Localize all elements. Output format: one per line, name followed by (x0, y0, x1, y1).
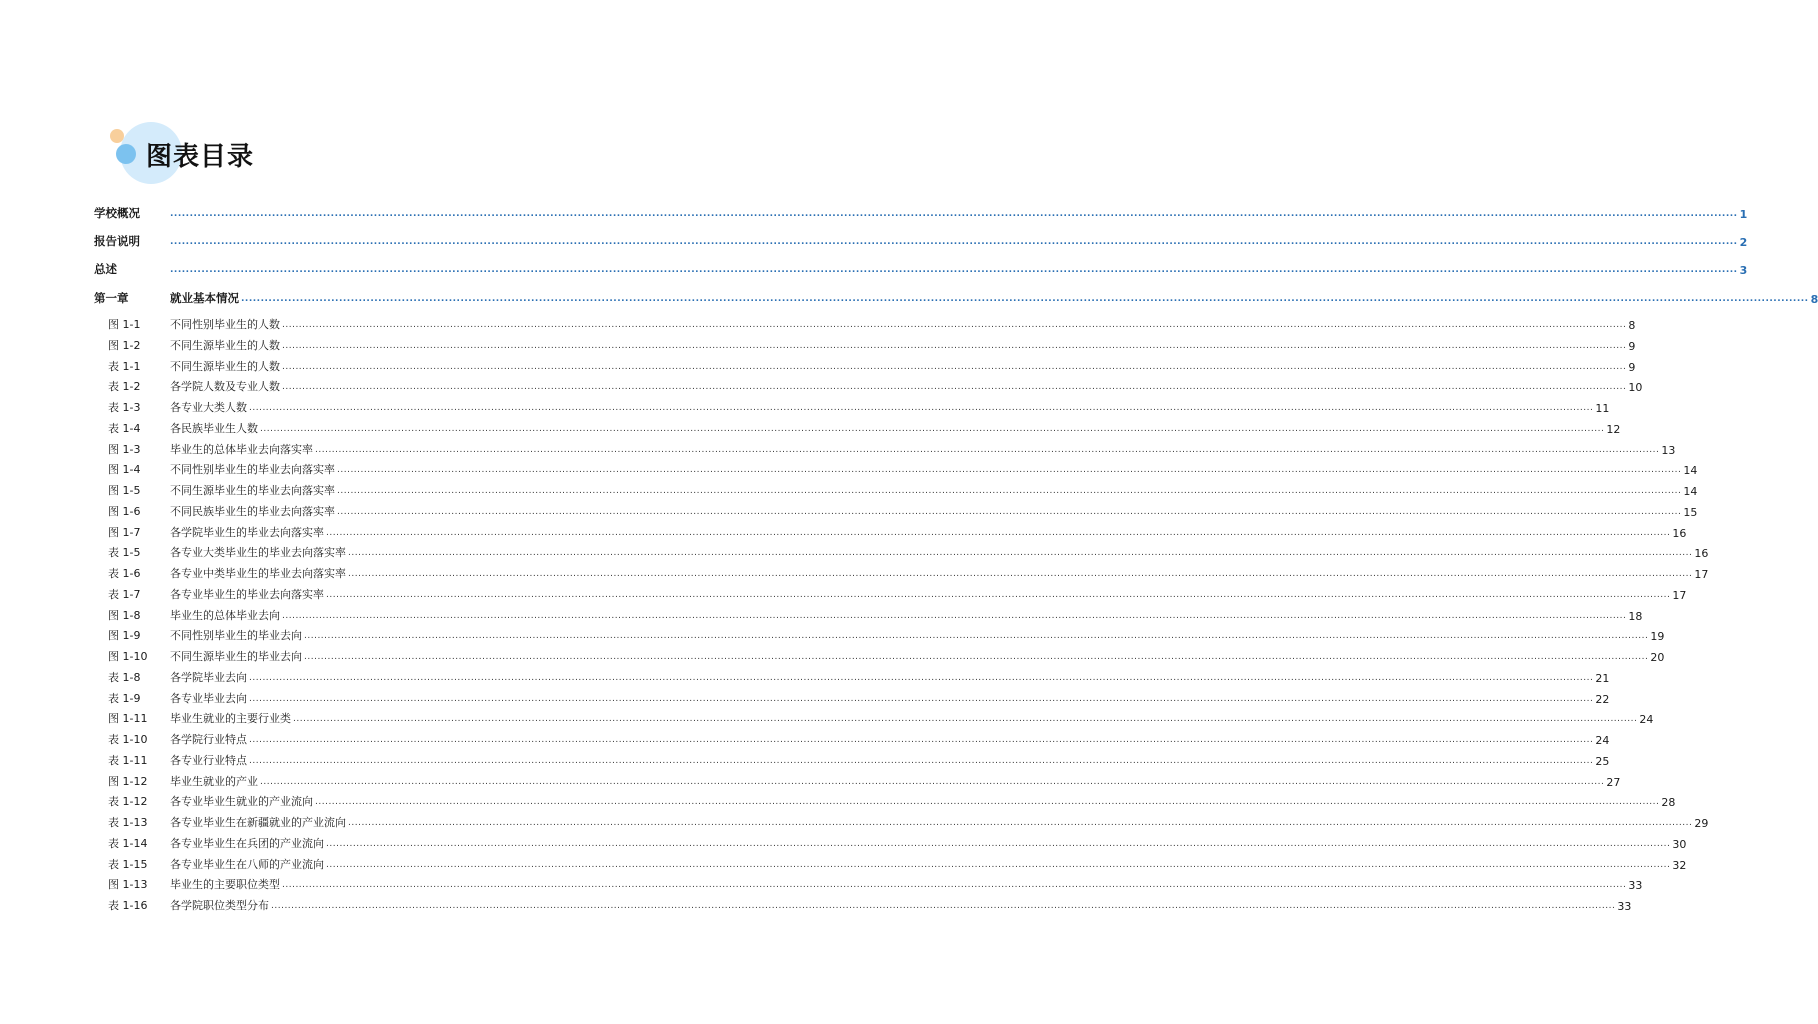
toc-dot-leader: ................................................................................................................................................................................................................................................................................................................................................................................................................ (170, 265, 1738, 276)
toc-dot-leader: ................................................................................................................................................................................................................................................................................................................................................................................................................ (326, 859, 1671, 870)
toc-entry-title: 各专业大类人数 (170, 401, 247, 414)
toc-entry-label: 图 1-5 (108, 484, 141, 497)
toc-sub-entry[interactable] (108, 314, 1636, 332)
toc-entry-title: 毕业生的总体毕业去向落实率 (170, 442, 313, 456)
toc-sub-entry[interactable] (108, 397, 1610, 415)
toc-entry-label: 图 1-10 (108, 650, 148, 663)
toc-page-number: 28 (1661, 796, 1676, 810)
toc-dot-leader: ................................................................................................................................................................................................................................................................................................................................................................................................................ (348, 818, 1693, 828)
toc-entry-title: 不同生源毕业生的毕业去向 (170, 650, 302, 663)
toc-page-number: 30 (1672, 837, 1687, 851)
toc-dot-leader: ................................................................................................................................................................................................................................................................................................................................................................................................................ (282, 361, 1627, 372)
toc-dot-leader: ................................................................................................................................................................................................................................................................................................................................................................................................................ (282, 340, 1627, 351)
toc-entry-label: 总述 (94, 262, 117, 277)
toc-sub-entry[interactable] (108, 418, 1621, 436)
toc-dot-leader: ................................................................................................................................................................................................................................................................................................................................................................................................................ (260, 776, 1605, 787)
toc-entry-label: 表 1-10 (108, 733, 148, 746)
toc-dot-leader: ................................................................................................................................................................................................................................................................................................................................................................................................................ (170, 209, 1738, 219)
toc-sub-entry[interactable] (108, 667, 1610, 685)
toc-entry-title: 不同民族毕业生的毕业去向落实率 (170, 504, 335, 518)
toc-entry-title: 各学院职位类型分布 (170, 899, 269, 912)
toc-entry-label: 表 1-11 (108, 753, 148, 767)
toc-entry-title: 不同性别毕业生的人数 (170, 318, 280, 331)
toc-sub-entry[interactable] (108, 335, 1636, 353)
toc-page-number: 11 (1595, 402, 1610, 415)
toc-entry-title: 各专业行业特点 (170, 753, 247, 767)
toc-dot-leader: ................................................................................................................................................................................................................................................................................................................................................................................................................ (282, 610, 1627, 621)
toc-sub-entry[interactable] (108, 729, 1610, 747)
toc-entry-title: 各学院行业特点 (170, 733, 247, 746)
toc-page-number: 12 (1606, 422, 1621, 436)
toc-entry-title: 各专业中类毕业生的毕业去向落实率 (170, 567, 346, 580)
toc-dot-leader: ................................................................................................................................................................................................................................................................................................................................................................................................................ (282, 880, 1627, 891)
toc-sub-entry[interactable] (108, 522, 1687, 540)
toc-page-number: 24 (1639, 713, 1654, 727)
toc-page-number: 19 (1650, 630, 1665, 644)
toc-entry-label: 图 1-7 (108, 525, 141, 539)
toc-dot-leader: ................................................................................................................................................................................................................................................................................................................................................................................................................ (315, 444, 1660, 455)
toc-entry-title: 毕业生就业的产业 (170, 774, 258, 788)
toc-entry-label: 图 1-2 (108, 338, 141, 352)
toc-page-number: 16 (1694, 547, 1709, 561)
toc-entry-label: 图 1-12 (108, 774, 148, 788)
toc-dot-leader: ................................................................................................................................................................................................................................................................................................................................................................................................................ (241, 293, 1809, 304)
toc-dot-leader: ................................................................................................................................................................................................................................................................................................................................................................................................................ (326, 838, 1671, 849)
toc-entry-title: 毕业生就业的主要行业类 (170, 712, 291, 726)
toc-entry-label: 图 1-9 (108, 629, 141, 643)
toc-page-number: 17 (1694, 568, 1709, 581)
toc-sub-entry[interactable] (108, 480, 1698, 498)
toc-entry-label: 表 1-13 (108, 816, 148, 829)
toc-sub-entry[interactable] (108, 356, 1636, 374)
toc-entry-title: 各学院人数及专业人数 (170, 380, 280, 394)
toc-entry-label: 表 1-7 (108, 587, 141, 601)
toc-entry-title: 各专业毕业生就业的产业流向 (170, 795, 313, 809)
toc-sub-entry[interactable] (108, 584, 1687, 602)
toc-page-number: 25 (1595, 754, 1610, 768)
toc-dot-leader: ................................................................................................................................................................................................................................................................................................................................................................................................................ (260, 423, 1605, 434)
toc-page-number: 33 (1628, 879, 1643, 893)
toc-sub-entry[interactable] (108, 646, 1665, 664)
toc-entry-label: 图 1-11 (108, 712, 148, 726)
toc-sub-entry[interactable] (108, 459, 1698, 478)
toc-sub-entry[interactable] (108, 791, 1676, 810)
toc-entry-title: 不同生源毕业生的毕业去向落实率 (170, 484, 335, 497)
toc-entry-title: 各专业毕业生在八师的产业流向 (170, 857, 324, 871)
toc-page-number: 9 (1628, 339, 1636, 353)
toc-entry-label: 表 1-2 (108, 380, 141, 394)
toc-entry-title: 不同性别毕业生的毕业去向落实率 (170, 463, 335, 477)
toc-sub-entry[interactable] (108, 563, 1709, 581)
toc-dot-leader: ................................................................................................................................................................................................................................................................................................................................................................................................................ (249, 693, 1594, 704)
toc-page-number: 2 (1739, 236, 1748, 250)
toc-main-entry[interactable] (94, 203, 1748, 221)
toc-entry-title: 各专业毕业生的毕业去向落实率 (170, 587, 324, 601)
toc-main-entry[interactable] (94, 231, 1748, 250)
toc-dot-leader: ................................................................................................................................................................................................................................................................................................................................................................................................................ (249, 403, 1594, 413)
toc-entry-label: 学校概况 (94, 206, 140, 220)
toc-dot-leader: ................................................................................................................................................................................................................................................................................................................................................................................................................ (249, 735, 1594, 745)
toc-entry-title: 各学院毕业去向 (170, 670, 247, 684)
toc-entry-label: 图 1-8 (108, 608, 141, 622)
toc-page-number: 20 (1650, 651, 1665, 664)
toc-sub-entry[interactable] (108, 708, 1654, 727)
toc-page-number: 1 (1739, 208, 1748, 221)
toc-entry-title: 毕业生的主要职位类型 (170, 878, 280, 892)
toc-page-number: 8 (1810, 292, 1818, 306)
toc-entry-label: 表 1-6 (108, 567, 141, 580)
toc-sub-entry[interactable] (108, 771, 1621, 789)
toc-entry-label: 报告说明 (94, 234, 140, 249)
toc-page-number: 14 (1683, 485, 1698, 498)
toc-entry-label: 第一章 (94, 290, 129, 305)
toc-page-number: 24 (1595, 734, 1610, 747)
toc-entry-title: 毕业生的总体毕业去向 (170, 608, 280, 622)
toc-dot-leader: ................................................................................................................................................................................................................................................................................................................................................................................................................ (282, 320, 1627, 330)
toc-entry-label: 表 1-5 (108, 546, 141, 560)
page-title: 图表目录 (146, 142, 255, 172)
toc-entry-label: 表 1-15 (108, 857, 148, 871)
toc-entry-label: 图 1-1 (108, 318, 141, 331)
toc-sub-entry[interactable] (108, 750, 1610, 768)
toc-dot-leader: ................................................................................................................................................................................................................................................................................................................................................................................................................ (271, 901, 1616, 911)
toc-sub-entry[interactable] (108, 812, 1709, 830)
toc-page-number: 9 (1628, 360, 1636, 374)
toc-page-number: 3 (1739, 264, 1748, 278)
toc-dot-leader: ................................................................................................................................................................................................................................................................................................................................................................................................................ (348, 548, 1693, 559)
toc-entry-label: 表 1-12 (108, 795, 148, 809)
toc-sub-entry[interactable] (108, 625, 1665, 644)
toc-sub-entry[interactable] (108, 854, 1687, 872)
toc-page-number: 22 (1595, 692, 1610, 706)
toc-entry-label: 图 1-4 (108, 463, 141, 477)
toc-page-number: 21 (1595, 671, 1610, 685)
toc-dot-leader: ................................................................................................................................................................................................................................................................................................................................................................................................................ (337, 506, 1682, 517)
toc-entry-label: 表 1-16 (108, 899, 148, 912)
toc-entry-title: 各专业毕业去向 (170, 691, 247, 705)
toc-entry-title: 不同生源毕业生的人数 (170, 359, 280, 373)
toc-dot-leader: ................................................................................................................................................................................................................................................................................................................................................................................................................ (326, 589, 1671, 600)
toc-dot-leader: ................................................................................................................................................................................................................................................................................................................................................................................................................ (337, 486, 1682, 496)
toc-page-number: 27 (1606, 775, 1621, 789)
toc-entry-label: 图 1-6 (108, 504, 141, 518)
toc-entry-title: 各专业毕业生在兵团的产业流向 (170, 836, 324, 850)
toc-sub-entry[interactable] (108, 874, 1643, 893)
toc-page-number: 29 (1694, 817, 1709, 830)
toc-page-number: 32 (1672, 858, 1687, 872)
toc-dot-leader: ................................................................................................................................................................................................................................................................................................................................................................................................................ (315, 797, 1660, 808)
toc-entry-title: 就业基本情况 (170, 290, 239, 305)
toc-page-number: 16 (1672, 526, 1687, 540)
toc-entry-title: 不同性别毕业生的毕业去向 (170, 629, 302, 643)
toc-entry-label: 图 1-3 (108, 442, 141, 456)
toc-dot-leader: ................................................................................................................................................................................................................................................................................................................................................................................................................ (249, 755, 1594, 766)
toc-dot-leader: ................................................................................................................................................................................................................................................................................................................................................................................................................ (249, 672, 1594, 683)
toc-sub-entry[interactable] (108, 833, 1687, 851)
toc-page-number: 15 (1683, 505, 1698, 519)
toc-entry-label: 图 1-13 (108, 878, 148, 892)
toc-dot-leader: ................................................................................................................................................................................................................................................................................................................................................................................................................ (337, 465, 1682, 476)
toc-dot-leader: ................................................................................................................................................................................................................................................................................................................................................................................................................ (293, 714, 1638, 725)
toc-entry-title: 各学院毕业生的毕业去向落实率 (170, 525, 324, 539)
toc-sub-entry[interactable] (108, 688, 1610, 706)
toc-dot-leader: ................................................................................................................................................................................................................................................................................................................................................................................................................ (348, 569, 1693, 579)
toc-dot-leader: ................................................................................................................................................................................................................................................................................................................................................................................................................ (282, 382, 1627, 393)
toc-page-number: 13 (1661, 443, 1676, 457)
toc-entry-title: 不同生源毕业生的人数 (170, 338, 280, 352)
toc-entry-label: 表 1-4 (108, 421, 141, 435)
toc-dot-leader: ................................................................................................................................................................................................................................................................................................................................................................................................................ (304, 631, 1649, 642)
toc-dot-leader: ................................................................................................................................................................................................................................................................................................................................................................................................................ (304, 652, 1649, 662)
toc-entry-label: 表 1-3 (108, 401, 141, 414)
toc-page-number: 14 (1683, 464, 1698, 478)
toc-dot-leader: ................................................................................................................................................................................................................................................................................................................................................................................................................ (170, 237, 1738, 248)
toc-page-number: 10 (1628, 381, 1643, 395)
toc-entry-label: 表 1-8 (108, 670, 141, 684)
toc-main-entry[interactable] (94, 259, 1748, 278)
toc-entry-title: 各民族毕业生人数 (170, 421, 258, 435)
toc-sub-entry[interactable] (108, 605, 1643, 623)
toc-entry-title: 各专业毕业生在新疆就业的产业流向 (170, 816, 346, 829)
toc-sub-entry[interactable] (108, 542, 1709, 561)
toc-main-entry[interactable] (94, 288, 1818, 306)
toc-dot-leader: ................................................................................................................................................................................................................................................................................................................................................................................................................ (326, 527, 1671, 538)
title-block (110, 122, 310, 184)
toc-page-number: 18 (1628, 609, 1643, 623)
toc-page-number: 8 (1628, 319, 1636, 332)
title-decoration-dot-orange (110, 129, 124, 143)
toc-sub-entry[interactable] (108, 501, 1698, 519)
toc-sub-entry[interactable] (108, 439, 1676, 457)
toc-entry-title: 各专业大类毕业生的毕业去向落实率 (170, 546, 346, 560)
toc-entry-label: 表 1-1 (108, 359, 141, 373)
toc-page-number: 33 (1617, 900, 1632, 913)
toc-sub-entry[interactable] (108, 895, 1632, 913)
toc-entry-label: 表 1-9 (108, 691, 141, 705)
toc-page-number: 17 (1672, 588, 1687, 602)
toc-sub-entry[interactable] (108, 376, 1643, 395)
toc-entry-label: 表 1-14 (108, 836, 148, 850)
title-decoration-dot-blue (116, 144, 136, 164)
